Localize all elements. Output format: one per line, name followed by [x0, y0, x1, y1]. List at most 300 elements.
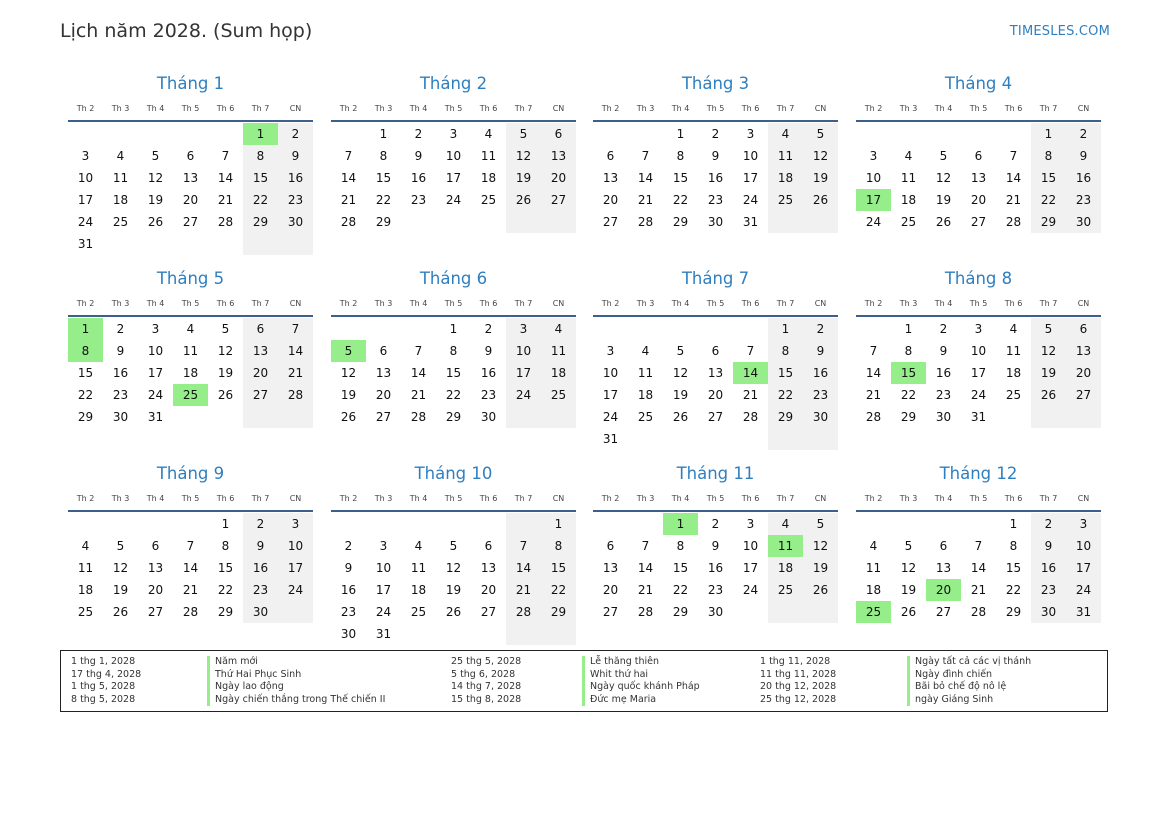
day-cell[interactable]: 14 — [733, 362, 768, 384]
day-cell[interactable]: 25 — [173, 384, 208, 406]
day-cell[interactable]: 3 — [506, 318, 541, 340]
day-cell[interactable]: 15 — [768, 362, 803, 384]
day-cell[interactable]: 11 — [637, 366, 654, 380]
day-cell[interactable]: 11 — [768, 145, 803, 167]
day-cell[interactable]: 15 — [217, 561, 234, 575]
day-cell[interactable]: 15 — [375, 171, 392, 185]
day-cell[interactable]: 30 — [707, 605, 724, 619]
day-cell[interactable]: 14 — [865, 366, 882, 380]
day-cell[interactable]: 31 — [77, 237, 94, 251]
day-cell[interactable]: 14 — [637, 561, 654, 575]
day-cell[interactable]: 11 — [1005, 344, 1022, 358]
day-cell[interactable]: 18 — [768, 167, 803, 189]
day-cell[interactable]: 11 — [900, 171, 917, 185]
day-cell[interactable]: 6 — [243, 318, 278, 340]
day-cell[interactable]: 2 — [414, 127, 423, 141]
day-cell[interactable]: 16 — [1066, 167, 1101, 189]
day-cell[interactable]: 13 — [541, 145, 576, 167]
day-cell[interactable]: 14 — [970, 561, 987, 575]
day-cell[interactable]: 9 — [414, 149, 423, 163]
day-cell[interactable]: 3 — [151, 322, 160, 336]
day-cell[interactable]: 29 — [1005, 605, 1022, 619]
day-cell[interactable]: 16 — [278, 167, 313, 189]
day-cell[interactable]: 14 — [278, 340, 313, 362]
day-cell[interactable]: 14 — [410, 366, 427, 380]
day-cell[interactable]: 3 — [746, 517, 755, 531]
day-cell[interactable]: 20 — [602, 583, 619, 597]
day-cell[interactable]: 20 — [243, 362, 278, 384]
day-cell[interactable]: 31 — [1066, 601, 1101, 623]
day-cell[interactable]: 14 — [340, 171, 357, 185]
day-cell[interactable]: 6 — [379, 344, 388, 358]
day-cell[interactable]: 19 — [672, 388, 689, 402]
day-cell[interactable]: 19 — [803, 167, 838, 189]
day-cell[interactable]: 22 — [672, 583, 689, 597]
day-cell[interactable]: 26 — [147, 215, 164, 229]
day-cell[interactable]: 24 — [375, 605, 392, 619]
day-cell[interactable]: 6 — [1066, 318, 1101, 340]
day-cell[interactable]: 1 — [221, 517, 230, 531]
day-cell[interactable]: 29 — [375, 215, 392, 229]
day-cell[interactable]: 10 — [602, 366, 619, 380]
day-cell[interactable]: 16 — [340, 583, 357, 597]
day-cell[interactable]: 24 — [506, 384, 541, 406]
day-cell[interactable]: 18 — [112, 193, 129, 207]
day-cell[interactable]: 11 — [112, 171, 129, 185]
day-cell[interactable]: 21 — [182, 583, 199, 597]
day-cell[interactable]: 11 — [182, 344, 199, 358]
day-cell[interactable]: 16 — [243, 557, 278, 579]
day-cell[interactable]: 2 — [711, 127, 720, 141]
day-cell[interactable]: 6 — [939, 539, 948, 553]
day-cell[interactable]: 9 — [711, 539, 720, 553]
day-cell[interactable]: 27 — [541, 189, 576, 211]
day-cell[interactable]: 24 — [1066, 579, 1101, 601]
day-cell[interactable]: 13 — [375, 366, 392, 380]
day-cell[interactable]: 16 — [707, 561, 724, 575]
day-cell[interactable]: 26 — [900, 605, 917, 619]
day-cell[interactable]: 25 — [768, 579, 803, 601]
day-cell[interactable]: 22 — [445, 388, 462, 402]
day-cell[interactable]: 21 — [410, 388, 427, 402]
day-cell[interactable]: 8 — [243, 145, 278, 167]
day-cell[interactable]: 18 — [637, 388, 654, 402]
day-cell[interactable]: 21 — [970, 583, 987, 597]
day-cell[interactable]: 21 — [506, 579, 541, 601]
day-cell[interactable]: 23 — [1031, 579, 1066, 601]
day-cell[interactable]: 19 — [445, 583, 462, 597]
day-cell[interactable]: 17 — [77, 193, 94, 207]
day-cell[interactable]: 27 — [375, 410, 392, 424]
day-cell[interactable]: 4 — [116, 149, 125, 163]
day-cell[interactable]: 8 — [1009, 539, 1018, 553]
day-cell[interactable]: 23 — [1066, 189, 1101, 211]
day-cell[interactable]: 13 — [147, 561, 164, 575]
day-cell[interactable]: 6 — [484, 539, 493, 553]
day-cell[interactable]: 1 — [904, 322, 913, 336]
day-cell[interactable]: 9 — [1066, 145, 1101, 167]
day-cell[interactable]: 29 — [900, 410, 917, 424]
day-cell[interactable]: 29 — [672, 215, 689, 229]
day-cell[interactable]: 4 — [641, 344, 650, 358]
day-cell[interactable]: 13 — [1066, 340, 1101, 362]
day-cell[interactable]: 22 — [1031, 189, 1066, 211]
day-cell[interactable]: 5 — [506, 123, 541, 145]
day-cell[interactable]: 26 — [803, 189, 838, 211]
day-cell[interactable]: 14 — [637, 171, 654, 185]
day-cell[interactable]: 12 — [803, 145, 838, 167]
day-cell[interactable]: 28 — [182, 605, 199, 619]
day-cell[interactable]: 4 — [186, 322, 195, 336]
day-cell[interactable]: 12 — [217, 344, 234, 358]
day-cell[interactable]: 22 — [541, 579, 576, 601]
day-cell[interactable]: 13 — [243, 340, 278, 362]
site-link[interactable]: TIMESLES.COM — [1009, 24, 1110, 39]
day-cell[interactable]: 5 — [803, 123, 838, 145]
day-cell[interactable]: 27 — [602, 215, 619, 229]
day-cell[interactable]: 7 — [641, 149, 650, 163]
day-cell[interactable]: 18 — [182, 366, 199, 380]
day-cell[interactable]: 21 — [278, 362, 313, 384]
day-cell[interactable]: 28 — [506, 601, 541, 623]
day-cell[interactable]: 20 — [602, 193, 619, 207]
day-cell[interactable]: 21 — [865, 388, 882, 402]
day-cell[interactable]: 6 — [606, 539, 615, 553]
day-cell[interactable]: 2 — [711, 517, 720, 531]
day-cell[interactable]: 2 — [1031, 513, 1066, 535]
day-cell[interactable]: 18 — [410, 583, 427, 597]
day-cell[interactable]: 10 — [970, 344, 987, 358]
day-cell[interactable]: 19 — [217, 366, 234, 380]
day-cell[interactable]: 22 — [1005, 583, 1022, 597]
day-cell[interactable]: 10 — [506, 340, 541, 362]
day-cell[interactable]: 14 — [1005, 171, 1022, 185]
day-cell[interactable]: 24 — [742, 583, 759, 597]
day-cell[interactable]: 9 — [803, 340, 838, 362]
day-cell[interactable]: 8 — [541, 535, 576, 557]
day-cell[interactable]: 15 — [1005, 561, 1022, 575]
day-cell[interactable]: 13 — [935, 561, 952, 575]
day-cell[interactable]: 20 — [926, 579, 961, 601]
day-cell[interactable]: 5 — [116, 539, 125, 553]
day-cell[interactable]: 12 — [506, 145, 541, 167]
day-cell[interactable]: 10 — [278, 535, 313, 557]
day-cell[interactable]: 18 — [541, 362, 576, 384]
day-cell[interactable]: 30 — [803, 406, 838, 428]
day-cell[interactable]: 20 — [182, 193, 199, 207]
day-cell[interactable]: 19 — [1031, 362, 1066, 384]
day-cell[interactable]: 4 — [768, 123, 803, 145]
day-cell[interactable]: 25 — [637, 410, 654, 424]
day-cell[interactable]: 24 — [77, 215, 94, 229]
day-cell[interactable]: 13 — [602, 171, 619, 185]
day-cell[interactable]: 15 — [672, 171, 689, 185]
day-cell[interactable]: 6 — [151, 539, 160, 553]
day-cell[interactable]: 8 — [768, 340, 803, 362]
day-cell[interactable]: 2 — [939, 322, 948, 336]
day-cell[interactable]: 20 — [541, 167, 576, 189]
day-cell[interactable]: 6 — [974, 149, 983, 163]
day-cell[interactable]: 2 — [243, 513, 278, 535]
day-cell[interactable]: 12 — [900, 561, 917, 575]
day-cell[interactable]: 14 — [217, 171, 234, 185]
day-cell[interactable]: 24 — [445, 193, 462, 207]
day-cell[interactable]: 23 — [935, 388, 952, 402]
day-cell[interactable]: 7 — [974, 539, 983, 553]
day-cell[interactable]: 1 — [243, 123, 278, 145]
day-cell[interactable]: 20 — [1066, 362, 1101, 384]
day-cell[interactable]: 26 — [506, 189, 541, 211]
day-cell[interactable]: 17 — [375, 583, 392, 597]
day-cell[interactable]: 1 — [676, 127, 685, 141]
day-cell[interactable]: 22 — [900, 388, 917, 402]
day-cell[interactable]: 23 — [112, 388, 129, 402]
day-cell[interactable]: 4 — [484, 127, 493, 141]
day-cell[interactable]: 11 — [480, 149, 497, 163]
day-cell[interactable]: 23 — [707, 583, 724, 597]
day-cell[interactable]: 9 — [243, 535, 278, 557]
day-cell[interactable]: 5 — [221, 322, 230, 336]
day-cell[interactable]: 23 — [410, 193, 427, 207]
day-cell[interactable]: 1 — [449, 322, 458, 336]
day-cell[interactable]: 7 — [186, 539, 195, 553]
day-cell[interactable]: 8 — [379, 149, 388, 163]
day-cell[interactable]: 26 — [935, 215, 952, 229]
day-cell[interactable]: 2 — [484, 322, 493, 336]
day-cell[interactable]: 23 — [340, 605, 357, 619]
day-cell[interactable]: 7 — [746, 344, 755, 358]
day-cell[interactable]: 6 — [186, 149, 195, 163]
day-cell[interactable]: 22 — [217, 583, 234, 597]
day-cell[interactable]: 3 — [746, 127, 755, 141]
day-cell[interactable]: 30 — [243, 601, 278, 623]
day-cell[interactable]: 4 — [869, 539, 878, 553]
day-cell[interactable]: 24 — [742, 193, 759, 207]
day-cell[interactable]: 28 — [278, 384, 313, 406]
day-cell[interactable]: 7 — [506, 535, 541, 557]
day-cell[interactable]: 19 — [935, 193, 952, 207]
day-cell[interactable]: 22 — [375, 193, 392, 207]
day-cell[interactable]: 3 — [606, 344, 615, 358]
day-cell[interactable]: 10 — [742, 539, 759, 553]
day-cell[interactable]: 5 — [331, 340, 366, 362]
day-cell[interactable]: 1 — [663, 513, 698, 535]
day-cell[interactable]: 27 — [480, 605, 497, 619]
day-cell[interactable]: 5 — [803, 513, 838, 535]
day-cell[interactable]: 26 — [340, 410, 357, 424]
day-cell[interactable]: 2 — [344, 539, 353, 553]
day-cell[interactable]: 18 — [865, 583, 882, 597]
day-cell[interactable]: 29 — [445, 410, 462, 424]
day-cell[interactable]: 18 — [900, 193, 917, 207]
day-cell[interactable]: 3 — [1066, 513, 1101, 535]
day-cell[interactable]: 1 — [1009, 517, 1018, 531]
day-cell[interactable]: 23 — [278, 189, 313, 211]
day-cell[interactable]: 1 — [68, 318, 103, 340]
day-cell[interactable]: 6 — [541, 123, 576, 145]
day-cell[interactable]: 15 — [672, 561, 689, 575]
day-cell[interactable]: 23 — [707, 193, 724, 207]
day-cell[interactable]: 3 — [974, 322, 983, 336]
day-cell[interactable]: 30 — [278, 211, 313, 233]
day-cell[interactable]: 23 — [480, 388, 497, 402]
day-cell[interactable]: 29 — [217, 605, 234, 619]
day-cell[interactable]: 3 — [449, 127, 458, 141]
day-cell[interactable]: 19 — [900, 583, 917, 597]
day-cell[interactable]: 11 — [541, 340, 576, 362]
day-cell[interactable]: 3 — [81, 149, 90, 163]
day-cell[interactable]: 7 — [414, 344, 423, 358]
day-cell[interactable]: 15 — [891, 362, 926, 384]
day-cell[interactable]: 17 — [506, 362, 541, 384]
day-cell[interactable]: 17 — [742, 561, 759, 575]
day-cell[interactable]: 30 — [340, 627, 357, 641]
day-cell[interactable]: 22 — [77, 388, 94, 402]
day-cell[interactable]: 8 — [449, 344, 458, 358]
day-cell[interactable]: 21 — [637, 583, 654, 597]
day-cell[interactable]: 9 — [939, 344, 948, 358]
day-cell[interactable]: 20 — [147, 583, 164, 597]
day-cell[interactable]: 17 — [278, 557, 313, 579]
day-cell[interactable]: 24 — [147, 388, 164, 402]
day-cell[interactable]: 30 — [1031, 601, 1066, 623]
day-cell[interactable]: 5 — [939, 149, 948, 163]
day-cell[interactable]: 28 — [637, 215, 654, 229]
day-cell[interactable]: 10 — [445, 149, 462, 163]
day-cell[interactable]: 4 — [768, 513, 803, 535]
day-cell[interactable]: 4 — [904, 149, 913, 163]
day-cell[interactable]: 24 — [865, 215, 882, 229]
day-cell[interactable]: 22 — [243, 189, 278, 211]
day-cell[interactable]: 23 — [803, 384, 838, 406]
day-cell[interactable]: 26 — [1031, 384, 1066, 406]
day-cell[interactable]: 3 — [869, 149, 878, 163]
day-cell[interactable]: 9 — [1031, 535, 1066, 557]
day-cell[interactable]: 20 — [375, 388, 392, 402]
day-cell[interactable]: 1 — [1031, 123, 1066, 145]
day-cell[interactable]: 18 — [480, 171, 497, 185]
day-cell[interactable]: 26 — [672, 410, 689, 424]
day-cell[interactable]: 15 — [445, 366, 462, 380]
day-cell[interactable]: 11 — [768, 535, 803, 557]
day-cell[interactable]: 5 — [1031, 318, 1066, 340]
day-cell[interactable]: 10 — [375, 561, 392, 575]
day-cell[interactable]: 21 — [637, 193, 654, 207]
day-cell[interactable]: 17 — [602, 388, 619, 402]
day-cell[interactable]: 28 — [970, 605, 987, 619]
day-cell[interactable]: 12 — [445, 561, 462, 575]
day-cell[interactable]: 20 — [970, 193, 987, 207]
day-cell[interactable]: 10 — [742, 149, 759, 163]
day-cell[interactable]: 25 — [768, 189, 803, 211]
day-cell[interactable]: 10 — [77, 171, 94, 185]
day-cell[interactable]: 19 — [803, 557, 838, 579]
day-cell[interactable]: 2 — [278, 123, 313, 145]
day-cell[interactable]: 11 — [410, 561, 427, 575]
day-cell[interactable]: 13 — [970, 171, 987, 185]
day-cell[interactable]: 27 — [935, 605, 952, 619]
day-cell[interactable]: 14 — [182, 561, 199, 575]
day-cell[interactable]: 31 — [742, 215, 759, 229]
day-cell[interactable]: 12 — [340, 366, 357, 380]
day-cell[interactable]: 30 — [707, 215, 724, 229]
day-cell[interactable]: 8 — [221, 539, 230, 553]
day-cell[interactable]: 29 — [243, 211, 278, 233]
day-cell[interactable]: 31 — [375, 627, 392, 641]
day-cell[interactable]: 9 — [116, 344, 125, 358]
day-cell[interactable]: 17 — [445, 171, 462, 185]
day-cell[interactable]: 12 — [1031, 340, 1066, 362]
day-cell[interactable]: 21 — [742, 388, 759, 402]
day-cell[interactable]: 21 — [217, 193, 234, 207]
day-cell[interactable]: 9 — [278, 145, 313, 167]
day-cell[interactable]: 10 — [1066, 535, 1101, 557]
day-cell[interactable]: 16 — [803, 362, 838, 384]
day-cell[interactable]: 4 — [541, 318, 576, 340]
day-cell[interactable]: 5 — [449, 539, 458, 553]
day-cell[interactable]: 17 — [1066, 557, 1101, 579]
day-cell[interactable]: 28 — [742, 410, 759, 424]
day-cell[interactable]: 16 — [410, 171, 427, 185]
day-cell[interactable]: 21 — [340, 193, 357, 207]
day-cell[interactable]: 31 — [970, 410, 987, 424]
day-cell[interactable]: 27 — [602, 605, 619, 619]
day-cell[interactable]: 26 — [445, 605, 462, 619]
day-cell[interactable]: 2 — [1066, 123, 1101, 145]
day-cell[interactable]: 29 — [1031, 211, 1066, 233]
day-cell[interactable]: 19 — [340, 388, 357, 402]
day-cell[interactable]: 9 — [711, 149, 720, 163]
day-cell[interactable]: 16 — [707, 171, 724, 185]
day-cell[interactable]: 17 — [970, 366, 987, 380]
day-cell[interactable]: 30 — [935, 410, 952, 424]
day-cell[interactable]: 2 — [116, 322, 125, 336]
day-cell[interactable]: 24 — [278, 579, 313, 601]
day-cell[interactable]: 7 — [278, 318, 313, 340]
day-cell[interactable]: 25 — [856, 601, 891, 623]
day-cell[interactable]: 12 — [147, 171, 164, 185]
day-cell[interactable]: 8 — [1031, 145, 1066, 167]
day-cell[interactable]: 7 — [641, 539, 650, 553]
day-cell[interactable]: 15 — [1031, 167, 1066, 189]
day-cell[interactable]: 28 — [217, 215, 234, 229]
day-cell[interactable]: 29 — [672, 605, 689, 619]
day-cell[interactable]: 30 — [112, 410, 129, 424]
day-cell[interactable]: 27 — [147, 605, 164, 619]
day-cell[interactable]: 25 — [1005, 388, 1022, 402]
day-cell[interactable]: 24 — [602, 410, 619, 424]
day-cell[interactable]: 13 — [602, 561, 619, 575]
day-cell[interactable]: 25 — [410, 605, 427, 619]
day-cell[interactable]: 13 — [480, 561, 497, 575]
day-cell[interactable]: 28 — [340, 215, 357, 229]
day-cell[interactable]: 16 — [1031, 557, 1066, 579]
day-cell[interactable]: 18 — [1005, 366, 1022, 380]
day-cell[interactable]: 13 — [182, 171, 199, 185]
day-cell[interactable]: 15 — [77, 366, 94, 380]
day-cell[interactable]: 8 — [676, 539, 685, 553]
day-cell[interactable]: 4 — [414, 539, 423, 553]
day-cell[interactable]: 5 — [676, 344, 685, 358]
day-cell[interactable]: 16 — [935, 366, 952, 380]
day-cell[interactable]: 11 — [77, 561, 94, 575]
day-cell[interactable]: 4 — [81, 539, 90, 553]
day-cell[interactable]: 14 — [506, 557, 541, 579]
day-cell[interactable]: 12 — [803, 535, 838, 557]
day-cell[interactable]: 28 — [637, 605, 654, 619]
day-cell[interactable]: 7 — [869, 344, 878, 358]
day-cell[interactable]: 15 — [243, 167, 278, 189]
